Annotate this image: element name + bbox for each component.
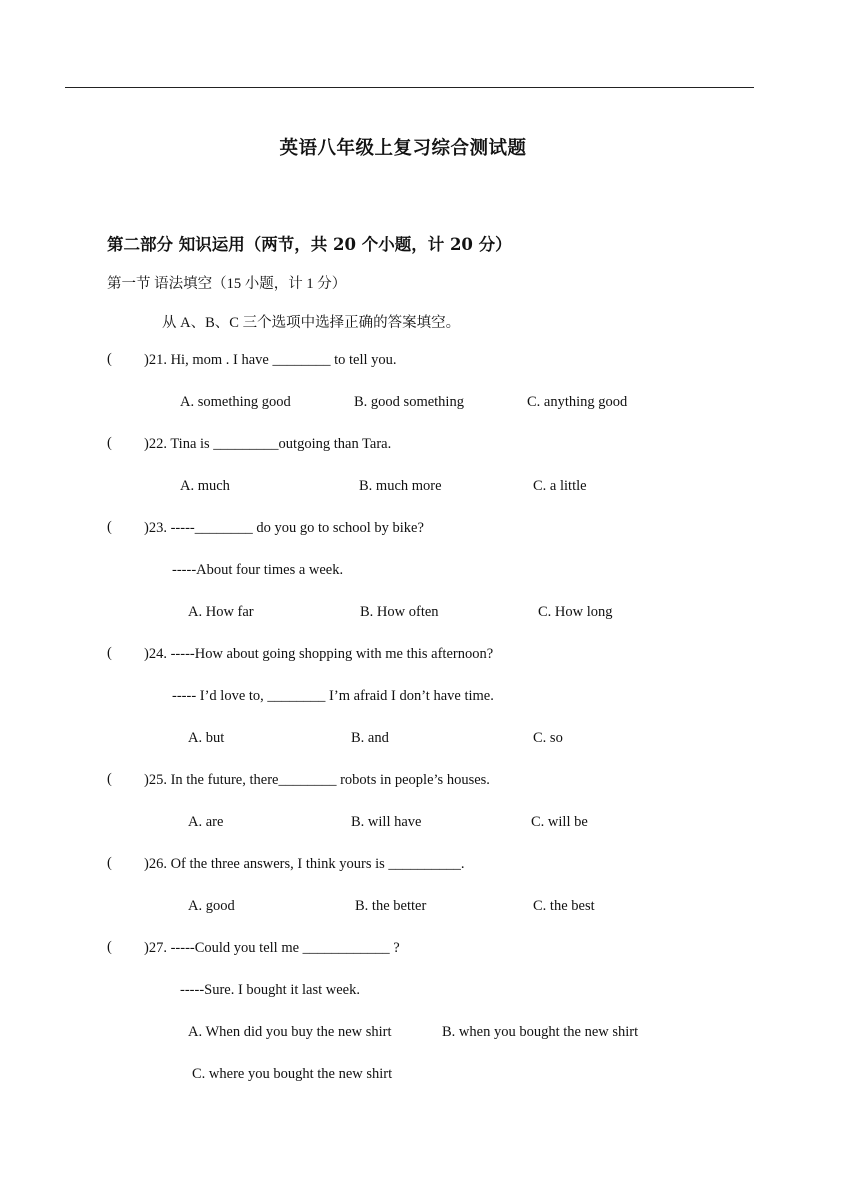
instruction-text: 从 A、B、C 三个选项中选择正确的答案填空。 <box>162 315 461 331</box>
option-a: A. How far <box>188 604 254 620</box>
option-b: B. will have <box>351 814 422 830</box>
question-reply: -----About four times a week. <box>172 562 344 578</box>
answer-paren: ( <box>107 855 112 871</box>
option-c: C. where you bought the new shirt <box>192 1066 393 1082</box>
option-a: A. When did you buy the new shirt <box>188 1024 392 1040</box>
part-heading: 第二部分 知识运用（两节，共 20 个小题，计 20 分） <box>107 235 512 254</box>
answer-paren: ( <box>107 939 112 955</box>
answer-paren: ( <box>107 645 112 661</box>
answer-paren: ( <box>107 435 112 451</box>
option-b: B. and <box>351 730 389 746</box>
question-stem: )22. Tina is _________outgoing than Tara. <box>144 436 392 452</box>
question-stem: )25. In the future, there________ robots in people’s houses. <box>144 772 490 788</box>
option-a: A. but <box>188 730 225 746</box>
option-c: C. the best <box>533 898 595 914</box>
option-b: B. good something <box>354 394 464 410</box>
option-b: B. when you bought the new shirt <box>442 1024 639 1040</box>
question-stem: )26. Of the three answers, I think yours is __________. <box>144 856 465 872</box>
option-a: A. something good <box>180 394 291 410</box>
option-b: B. How often <box>360 604 439 620</box>
question-stem: )24. -----How about going shopping with me this afternoon? <box>144 646 494 662</box>
option-b: B. much more <box>359 478 442 494</box>
option-c: C. so <box>533 730 563 746</box>
answer-paren: ( <box>107 519 112 535</box>
page-title: 英语八年级上复习综合测试题 <box>279 138 527 159</box>
answer-paren: ( <box>107 351 112 367</box>
header-rule <box>65 87 754 88</box>
question-stem: )23. -----________ do you go to school by bike? <box>144 520 424 536</box>
answer-paren: ( <box>107 771 112 787</box>
option-a: A. are <box>188 814 224 830</box>
option-c: C. a little <box>533 478 587 494</box>
option-b: B. the better <box>355 898 427 914</box>
question-stem: )27. -----Could you tell me ____________ ? <box>144 940 400 956</box>
question-reply: -----Sure. I bought it last week. <box>180 982 360 998</box>
section-heading: 第一节 语法填空（15 小题，计 1 分） <box>107 276 347 292</box>
option-a: A. good <box>188 898 235 914</box>
question-reply: ----- I’d love to, ________ I’m afraid I don’t have time. <box>172 688 494 704</box>
option-c: C. How long <box>538 604 613 620</box>
option-c: C. will be <box>531 814 588 830</box>
option-a: A. much <box>180 478 230 494</box>
option-c: C. anything good <box>527 394 628 410</box>
question-stem: )21. Hi, mom . I have ________ to tell you. <box>144 352 397 368</box>
